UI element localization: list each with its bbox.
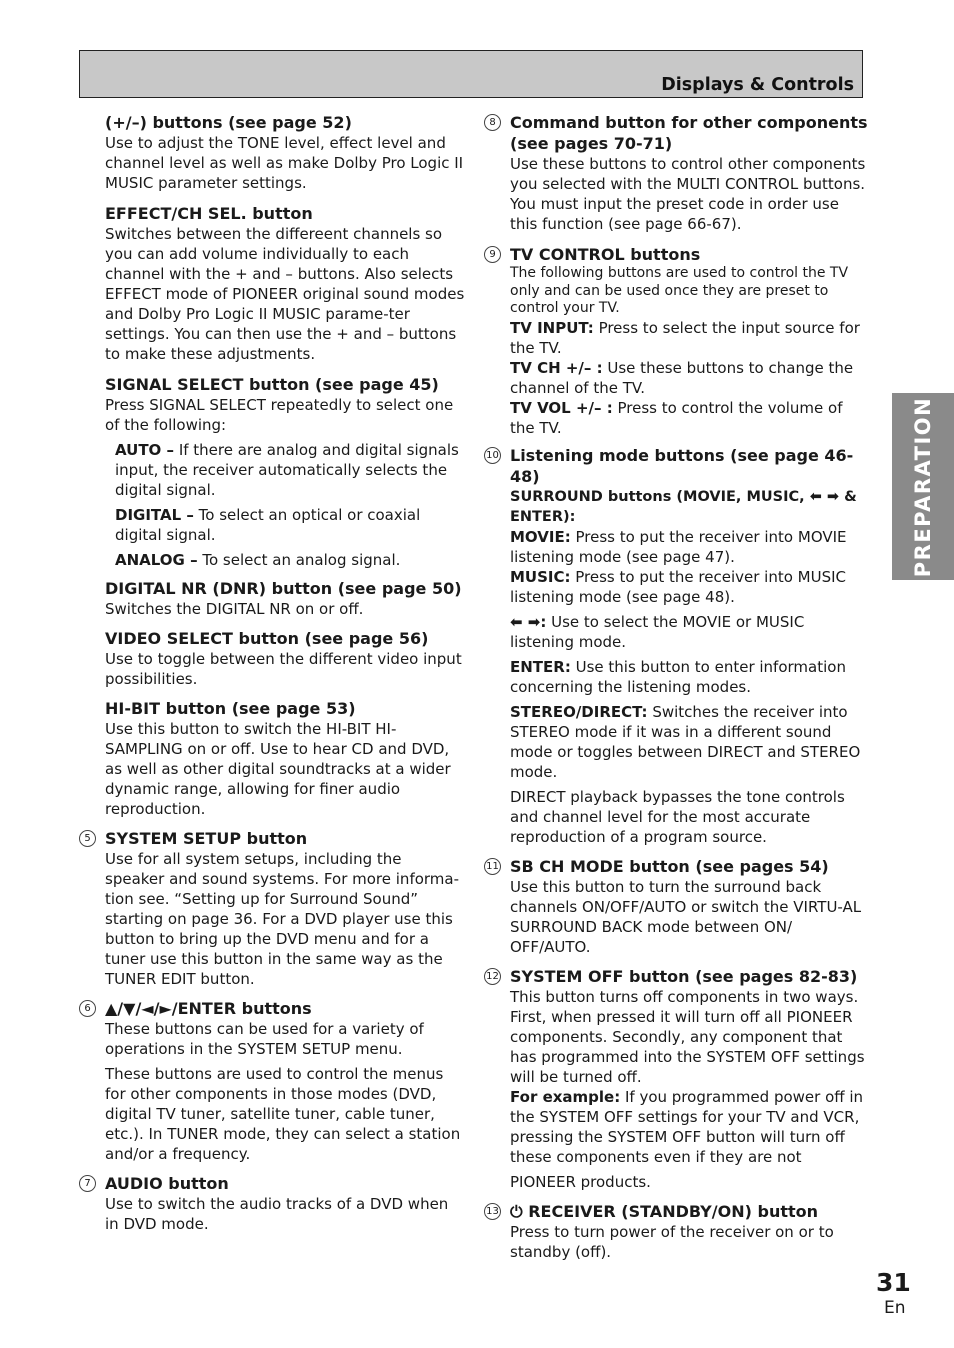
plusminus-text: Use to adjust the TONE level, effect level and channel level as well as make Dolby Pro Logic II MUSIC parameter settings. (105, 134, 464, 192)
arrows-label: ⬅ ➡: (510, 612, 547, 631)
plusminus-heading: (+/–) buttons (see page 52) (105, 113, 352, 132)
tv-text: The following buttons are used to control the TV only and can be used once they are preset to control your TV. (510, 265, 849, 316)
setup-heading: SYSTEM SETUP button (105, 829, 308, 848)
direct-text: DIRECT playback bypasses the tone controls and channel level for the most accurate reproduction of a program source. (510, 787, 845, 846)
sysoff-heading: SYSTEM OFF button (see pages 82-83) (510, 966, 858, 986)
analog-text: To select an analog signal. (197, 551, 401, 569)
signal-section (79, 374, 465, 570)
signal-analog (105, 550, 465, 570)
arrows-item (510, 612, 868, 652)
command-text: Use these buttons to control other components you selected with the MULTI CONTROL buttons. You must input the preset code in order use this function (see page 66-67). (510, 155, 866, 233)
example-text: If you programmed power off in the SYSTEM OFF settings for your TV and VCR, pressing the SYSTEM OFF button will turn off these components even if they are not (510, 1087, 864, 1166)
tv-ch-label: TV CH +/– : (510, 358, 603, 377)
sysoff-tail: PIONEER products. (510, 1172, 651, 1191)
cursor-text-1: These buttons can be used for a variety of operations in the SYSTEM SETUP menu. (105, 1020, 424, 1058)
movie-text: Press to put the receiver into MOVIE listening mode (see page 47). (510, 527, 847, 566)
example-label: For example: (510, 1087, 621, 1106)
analog-label: ANALOG – (115, 551, 198, 569)
cursor-heading: ▲/▼/◄/►/ENTER buttons (105, 999, 312, 1018)
effect-text: Switches between the differeent channels so you can add volume individually to each channel with the + and – buttons. Also selects EFFECT mode of PIONEER original sound modes and Dolby Pro Logic II MUSIC parame-ter settings. You can then use the + and – buttons to make these adjustments. (105, 225, 465, 363)
hibit-text: Use this button to switch the HI-BIT HI-SAMPLING on or off. Use to hear CD and DVD, as well as other digital soundtracks at a wider dynamic range, allowing for finer audio reproduction. (105, 720, 451, 818)
callout-number: 13 (484, 1203, 501, 1220)
callout-number: 6 (79, 1000, 96, 1017)
digital-label: DIGITAL – (115, 506, 194, 524)
audio-text: Use to switch the audio tracks of a DVD when in DVD mode. (105, 1195, 449, 1233)
listening-section (484, 445, 868, 847)
hibit-section (79, 698, 465, 819)
tv-section (484, 244, 868, 438)
cursor-section (79, 998, 465, 1164)
digital-text: To select an optical or coaxial digital signal. (115, 506, 421, 544)
dnr-text: Switches the DIGITAL NR on or off. (105, 600, 364, 618)
hibit-heading: HI-BIT button (see page 53) (105, 699, 356, 718)
header-bar (79, 50, 863, 98)
tv-input-label: TV INPUT: (510, 318, 594, 337)
callout-number: 7 (79, 1175, 96, 1192)
sbch-heading: SB CH MODE button (see pages 54) (510, 856, 829, 876)
language-code: En (884, 1298, 906, 1318)
side-tab-label: PREPARATION (911, 396, 935, 577)
signal-heading: SIGNAL SELECT button (see page 45) (105, 375, 439, 394)
tv-vol-label: TV VOL +/– : (510, 398, 613, 417)
arrows-text: Use to select the MOVIE or MUSIC listening mode. (510, 612, 805, 651)
tv-input-text: Press to select the input source for the TV. (510, 318, 860, 357)
sysoff-example (510, 1087, 868, 1167)
audio-heading: AUDIO button (105, 1174, 229, 1193)
signal-auto (105, 440, 465, 500)
music-item (510, 567, 868, 607)
receiver-section (484, 1201, 868, 1262)
tv-heading: TV CONTROL buttons (510, 245, 701, 264)
signal-text: Press SIGNAL SELECT repeatedly to select one of the following: (105, 396, 454, 434)
stereo-item (510, 702, 868, 782)
music-label: MUSIC: (510, 567, 571, 586)
music-text: Press to put the receiver into MUSIC listening mode (see page 48). (510, 567, 846, 606)
callout-number: 9 (484, 246, 501, 263)
right-column (484, 112, 868, 1262)
tv-ch-text: Use these buttons to change the channel of the TV. (510, 358, 854, 397)
tv-vol (510, 398, 868, 438)
movie-label: MOVIE: (510, 527, 571, 546)
dnr-heading: DIGITAL NR (DNR) button (see page 50) (105, 579, 462, 598)
signal-digital (105, 505, 465, 545)
tv-input (510, 318, 868, 358)
sysoff-text: This button turns off components in two ways. First, when pressed it will turn off all PIONEER components. Secondly, any component that has programmed into the SYSTEM OFF settings will be turned off. (510, 987, 865, 1086)
page-number: 31 (876, 1268, 911, 1297)
movie-item (510, 527, 868, 567)
sbch-section (484, 856, 868, 957)
sbch-text: Use this button to turn the surround back channels ON/OFF/AUTO or switch the VIRTU-AL SURROUND BACK mode between ON/ OFF/AUTO. (510, 877, 862, 956)
callout-number: 11 (484, 858, 501, 875)
callout-number: 10 (484, 447, 501, 464)
audio-section (79, 1173, 465, 1234)
effect-heading: EFFECT/CH SEL. button (105, 204, 313, 223)
plusminus-section (79, 112, 465, 193)
callout-number: 12 (484, 968, 501, 985)
auto-label: AUTO – (115, 441, 175, 459)
tv-ch (510, 358, 868, 398)
setup-text: Use for all system setups, including the speaker and sound systems. For more informa-tion see. “Setting up for Surround Sound” starting on page 36. For a DVD player use this button to bring up the DVD menu and for a tuner use this button in the same way as the TUNER EDIT button. (105, 850, 460, 988)
command-heading: Command button for other components (see pages 70-71) (510, 113, 868, 153)
video-section (79, 628, 465, 689)
receiver-text: Press to turn power of the receiver on or to standby (off). (510, 1222, 834, 1261)
callout-number: 5 (79, 830, 96, 847)
side-tab (892, 393, 954, 580)
setup-section (79, 828, 465, 989)
left-column (79, 112, 465, 1234)
video-heading: VIDEO SELECT button (see page 56) (105, 629, 429, 648)
command-section (484, 112, 868, 234)
receiver-heading: ⏻ RECEIVER (STANDBY/ON) button (510, 1201, 819, 1221)
cursor-text-2: These buttons are used to control the menus for other components in those modes (DVD, digital TV tuner, satellite tuner, cable tuner, etc.). In TUNER mode, they can select a station and/or a frequency. (105, 1065, 461, 1163)
stereo-label: STEREO/DIRECT: (510, 702, 648, 721)
listening-heading: Listening mode buttons (see page 46-48) (510, 445, 854, 486)
dnr-section (79, 578, 465, 619)
section-title: Displays & Controls (661, 75, 854, 95)
surround-heading: SURROUND buttons (MOVIE, MUSIC, ⬅ ➡ & ENTER): (510, 488, 857, 525)
stereo-text: Switches the receiver into STEREO mode if it was in a different sound mode or toggles between DIRECT and STEREO mode. (510, 702, 861, 781)
tv-vol-text: Press to control the volume of the TV. (510, 398, 843, 437)
enter-text: Use this button to enter information concerning the listening modes. (510, 657, 846, 696)
auto-text: If there are analog and digital signals input, the receiver automatically selects the digital signal. (115, 441, 459, 499)
effect-section (79, 203, 465, 364)
callout-number: 8 (484, 114, 501, 131)
sysoff-section (484, 966, 868, 1192)
enter-label: ENTER: (510, 657, 571, 676)
video-text: Use to toggle between the different video input possibilities. (105, 650, 462, 688)
enter-item (510, 657, 868, 697)
